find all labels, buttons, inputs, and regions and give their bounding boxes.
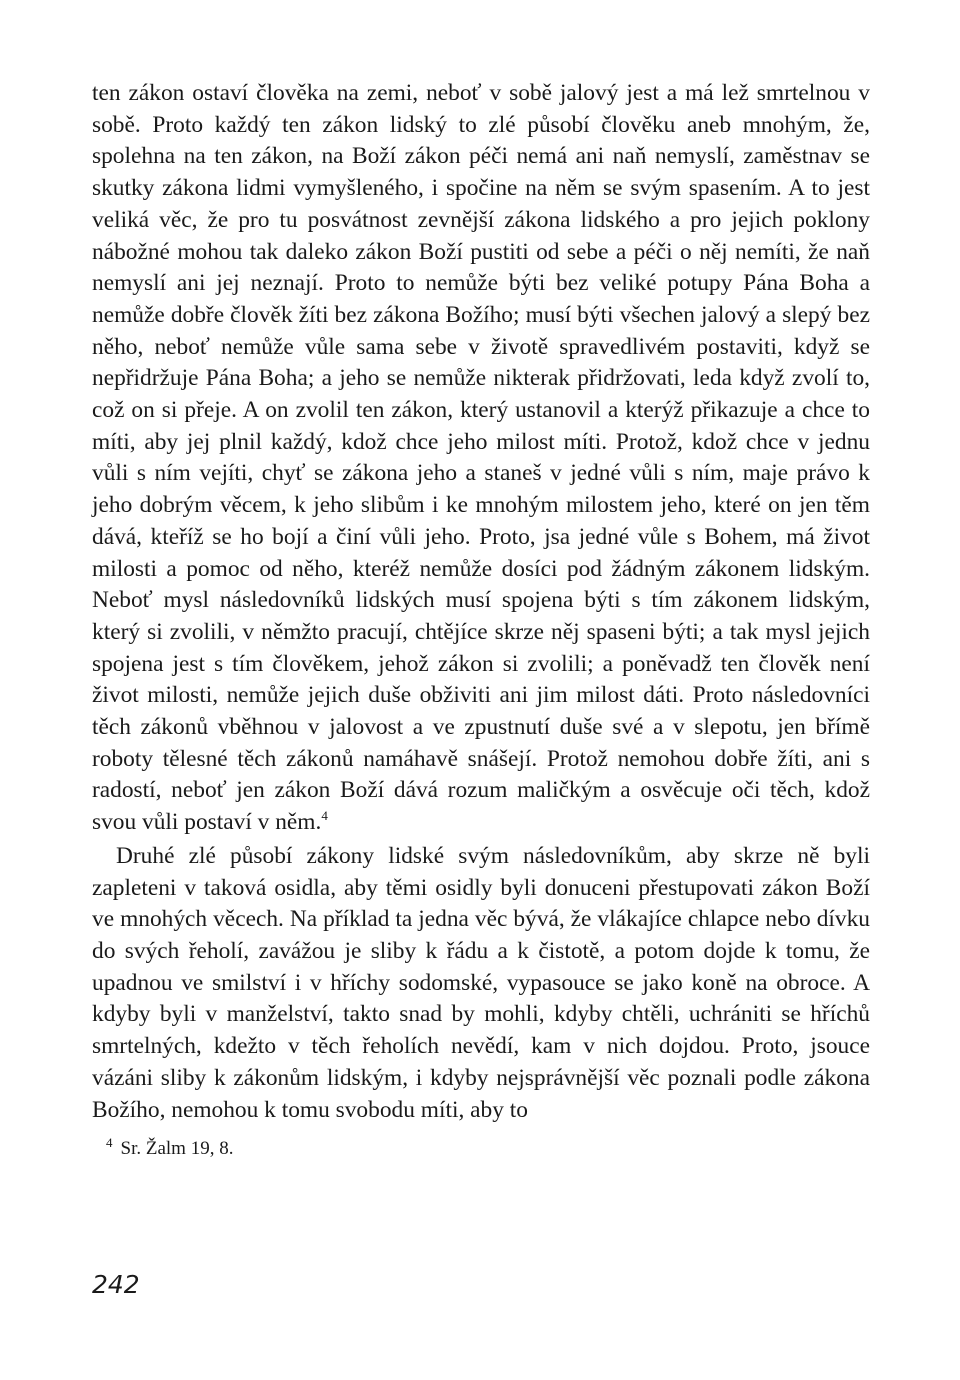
paragraph-2	[92, 841, 870, 1126]
footnote	[106, 1136, 870, 1162]
page-number: 242	[92, 1270, 140, 1299]
paragraph-2-text: Druhé zlé působí zákony lidské svým následovníkům, aby skrze ně byli zapleteni v taková osidla, aby těmi osidly byli donuceni přestupovati zákon Boží ve mnohých věcech. Na příklad ta jedna věc bývá, že vlákajíce chlapce nebo dívku do svých řeholí, zavážou je sliby k řádu a k čistotě, a potom dojde k tomu, že upadnou ve smilství i v hříchy sodomské, vypasouce se jako koně na obroce. A kdyby byli v manželství, takto snad by mohli, kdyby chtěli, uchrániti se hříchů smrtelných, kdežto v těch řeholích nevědí, kam v nich dojdou. Proto, jsouce vázáni sliby k zákonům lidským, i kdyby nejsprávnější věc poznali podle zákona Božího, nemohou k tomu svobodu míti, aby to	[92, 842, 870, 1123]
footnote-reference: 4	[321, 808, 328, 824]
paragraph-1-text: ten zákon ostaví člověka na zemi, neboť v sobě jalový jest a má lež smrtelnou v sobě. Proto každý ten zákon lidský to zlé působí člověku aneb mnohým, že, spolehna na ten zákon, na Boží zákon péči nemá ani naň nemyslí, zaměstnav se skutky zákona lidmi vymyšleného, i spočine na něm se svým spasením. A to jest veliká věc, že pro tu posvátnost zevnější zákona lidského a pro jejich poklony nábožné mohou tak daleko zákon Boží pustiti od sebe a péči o něj nemíti, že naň nemyslí ani jej neznají. Proto to nemůže býti bez veliké potupy Pána Boha a nemůže dobře člověk žíti bez zákona Božího; musí býti všechen jalový a slepý bez něho, neboť nemůže vůle sama sebe v životě spravedlivém postaviti, když se nepřidržuje Pána Boha; a jeho se nemůže nikterak přidržovati, leda když zvolí to, což on si přeje. A on zvolil ten zákon, který ustanovil a kterýž přikazuje a chce to míti, aby jej plnil každý, kdož chce jeho milost míti. Protož, kdož chce v jednu vůli s ním vejíti, chyť se zákona jeho a staneš v jedné vůli s ním, maje právo k jeho dobrým věcem, k jeho slibům i ke mnohým milostem jeho, které on jen těm dává, kteříž se ho bojí a činí vůli jeho. Proto, jsa jedné vůle s Bohem, má život milosti a pomoc od něho, kteréž nemůže dosíci pod žádným zákonem lidským. Neboť mysl následovníků lidských musí spojena býti s tím zákonem lidským, který si zvolili, v němžto pracují, chtějíce skrze něj spaseni býti; a tak mysl jejich spojena jest s tím člověkem, jehož zákon si zvolili; a poněvadž ten člověk není život milosti, nemůže jejich duše obživiti ani jim milost dáti. Proto následovníci těch zákonů vběhnou v jalovost a ve zpustnutí duše své a v slepotu, jen břímě roboty tělesné těch zákonů namáhavě snášejí. Protož nemohou dobře žíti, ani s radostí, neboť jen zákon Boží dává rozum maličkým a osvěcuje oči těch, kdož svou vůli postaví v něm.	[92, 80, 870, 836]
footnote-text: Sr. Žalm 19, 8.	[120, 1138, 234, 1160]
page-body	[92, 78, 870, 1162]
footnote-mark: 4	[106, 1134, 113, 1150]
paragraph-1	[92, 78, 870, 839]
